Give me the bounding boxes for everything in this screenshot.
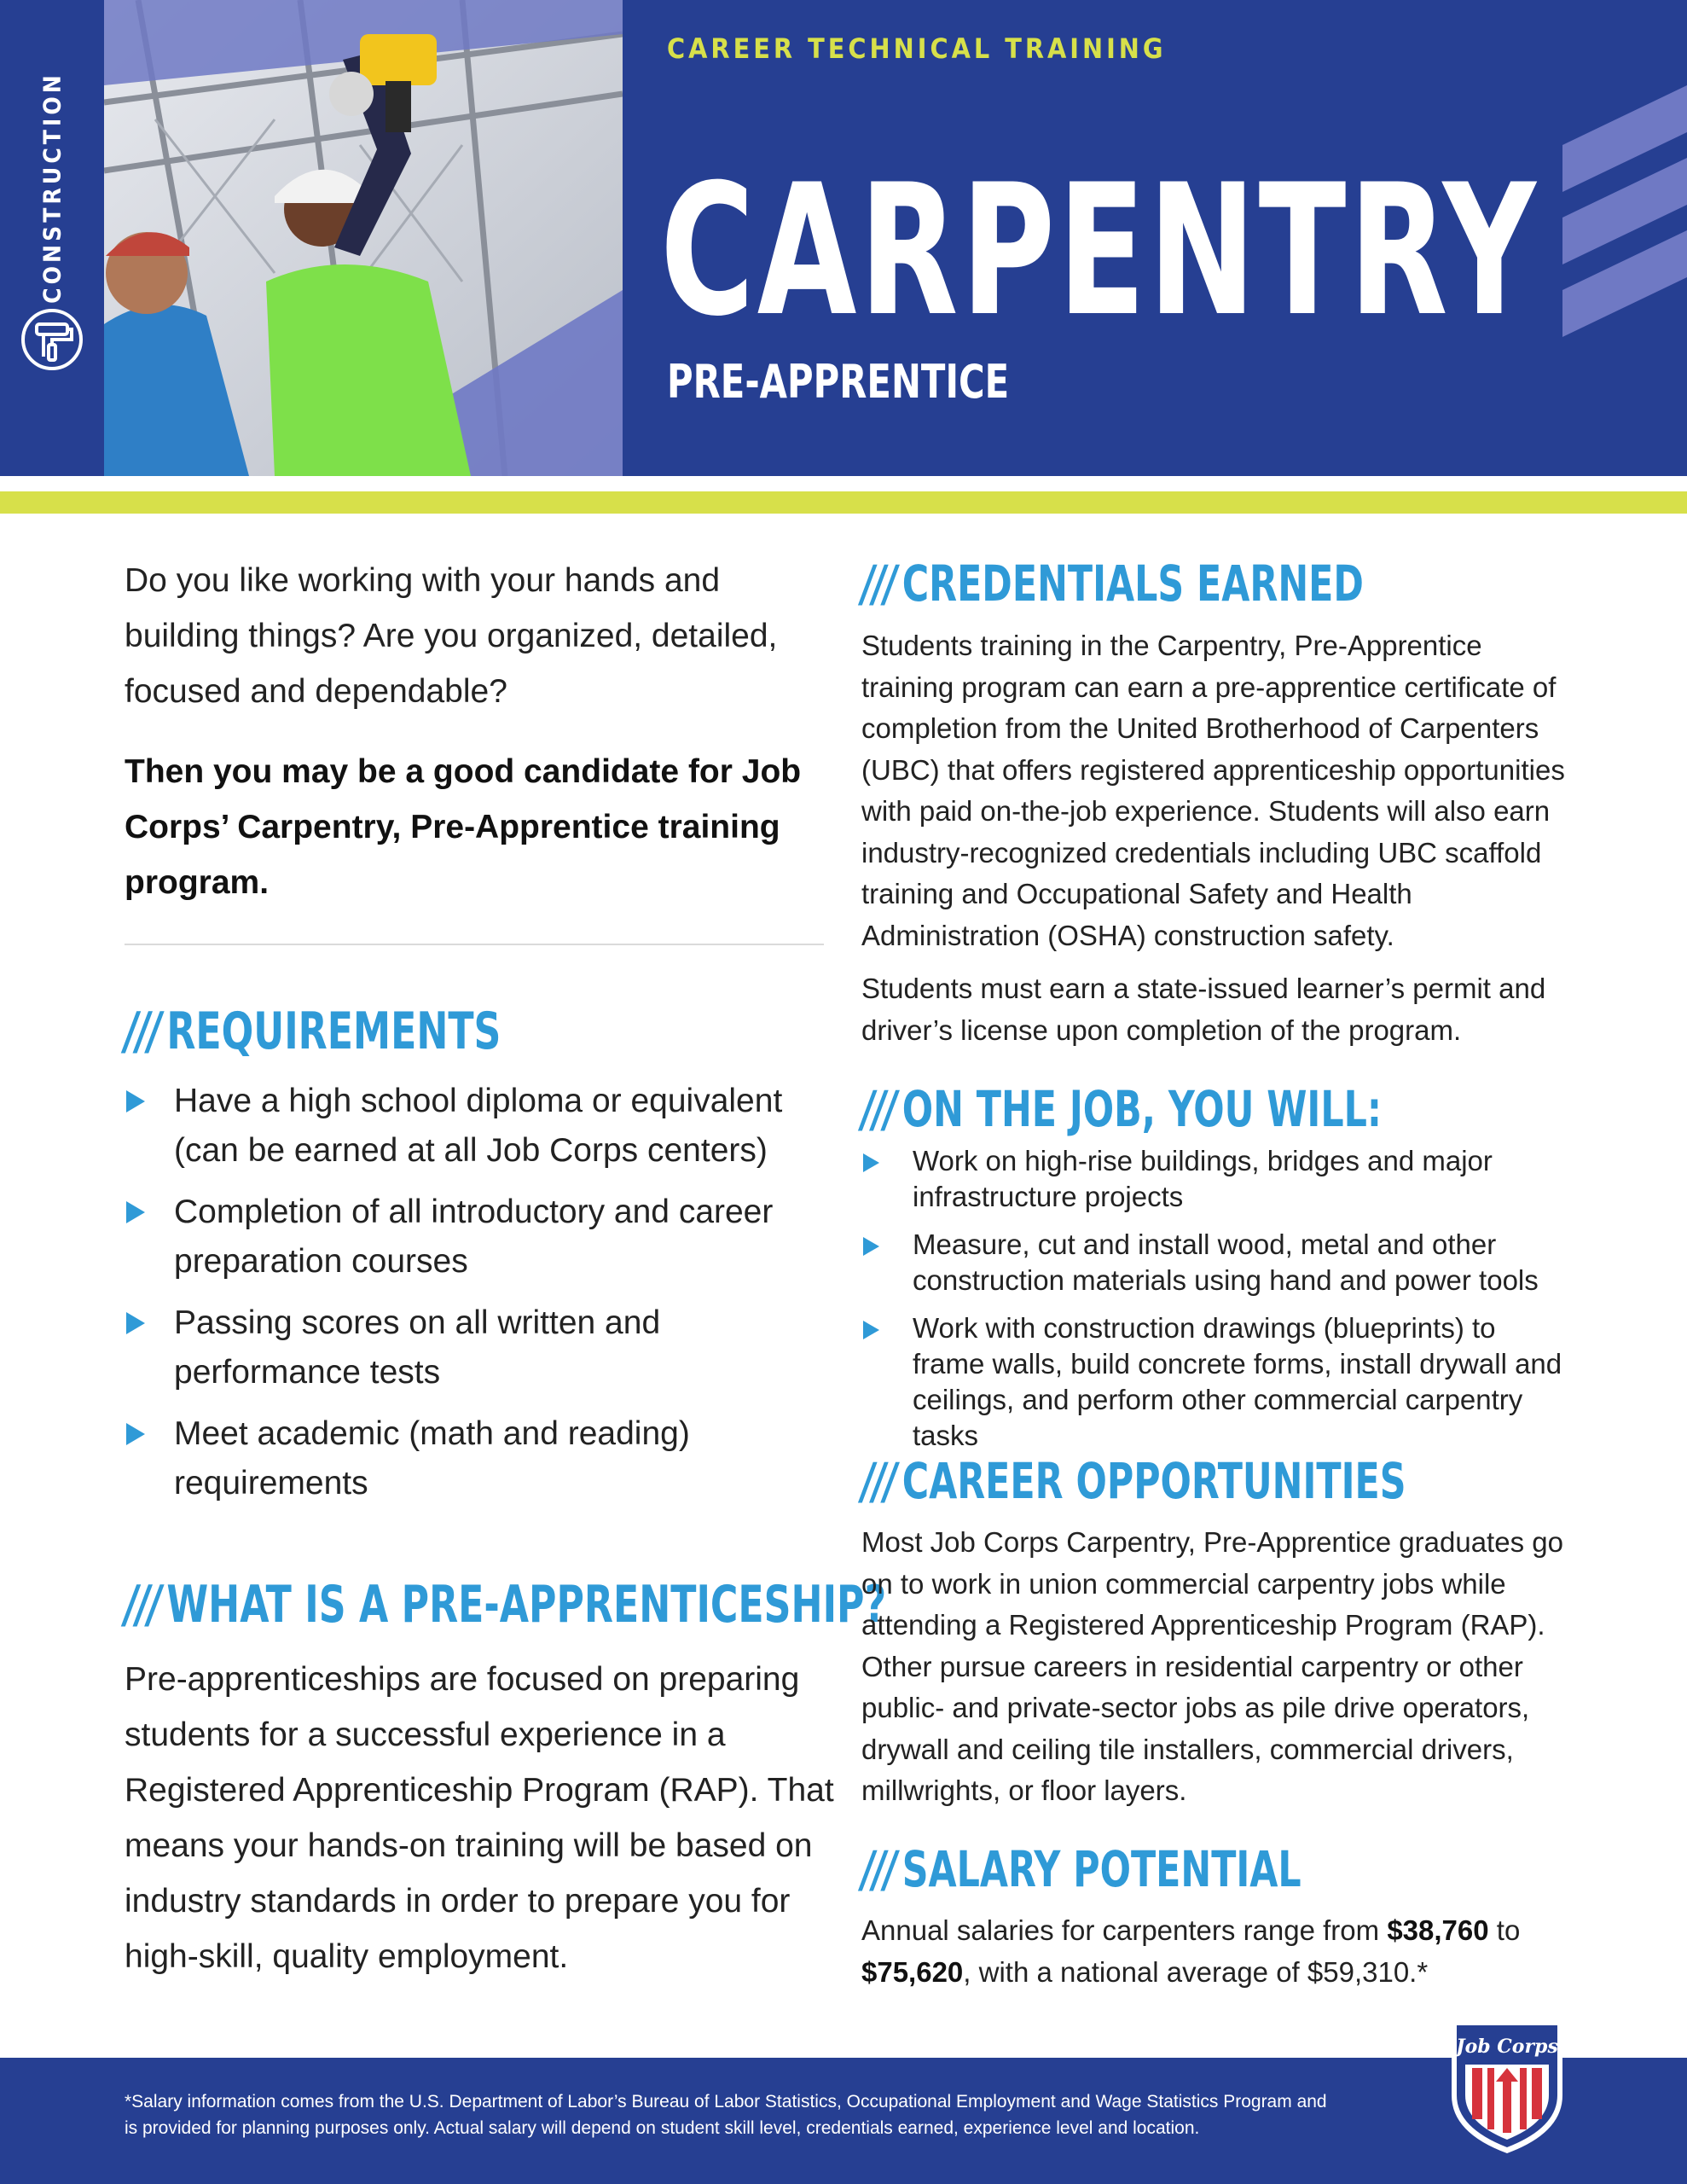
bullet-arrow-icon: [126, 1201, 145, 1223]
requirements-list: [125, 1077, 841, 1520]
on-the-job-heading: [861, 1080, 1382, 1138]
heading-slashes: ///: [861, 555, 896, 613]
heading-slashes: ///: [861, 1840, 896, 1898]
career-heading: [861, 1452, 1406, 1510]
list-item-text: Have a high school diploma or equivalent (can be earned at all Job Corps centers): [174, 1083, 783, 1169]
paint-roller-icon: [18, 305, 86, 374]
job-corps-logo: [1446, 2017, 1568, 2157]
program-kicker: CAREER TECHNICAL TRAINING: [667, 32, 1167, 65]
heading-text: SALARY POTENTIAL: [901, 1840, 1301, 1898]
salary-to: to: [1496, 1914, 1521, 1946]
heading-text: REQUIREMENTS: [166, 1002, 501, 1061]
requirements-heading: [125, 1002, 501, 1061]
bullet-arrow-icon: [126, 1423, 145, 1445]
list-item-text: Work with construction drawings (blueprints) to frame walls, build concrete forms, install drywall and ceilings, and perform other commercial carpentry tasks: [913, 1312, 1562, 1451]
salary-prefix: Annual salaries for carpenters range from: [861, 1914, 1380, 1946]
list-item: [125, 1077, 841, 1176]
workers-photo: [104, 0, 623, 476]
on-the-job-list: [861, 1143, 1569, 1466]
heading-text: ON THE JOB, YOU WILL:: [901, 1080, 1382, 1138]
category-strip: [0, 0, 104, 476]
decorative-stripes: [1554, 85, 1687, 341]
salary-suffix: , with a national average of $59,310.*: [963, 1955, 1429, 1988]
page-subtitle: PRE-APPRENTICE: [667, 355, 1010, 409]
list-item: [125, 1188, 841, 1287]
credentials-heading: [861, 555, 1364, 613]
credentials-body: Students training in the Carpentry, Pre-Apprentice training program can earn a pre-apprentice certificate of completion from the United Brotherhood of Carpenters (UBC) that offers registered apprenticeship opportunities with paid on-the-job experience. Students will also earn industry-recognized credentials including UBC scaffold training and Occupational Safety and Health Administration (OSHA) construction safety.: [861, 630, 1565, 951]
footer-band: [0, 2058, 1687, 2184]
bullet-arrow-icon: [126, 1090, 145, 1112]
salary-footnote: *Salary information comes from the U.S. Department of Labor’s Bureau of Labor Statistics, Occupational Employment and Wage Statistics Program and is provided for planning purposes only. Actual salary will depend on student skill level, credentials earned, experience level and location.: [125, 2092, 1327, 2138]
list-item-text: Measure, cut and install wood, metal and other construction materials using hand and power tools: [913, 1228, 1539, 1296]
bullet-arrow-icon: [863, 1153, 879, 1172]
heading-slashes: ///: [125, 1002, 160, 1061]
bullet-arrow-icon: [863, 1321, 879, 1339]
bullet-arrow-icon: [126, 1312, 145, 1334]
list-item: [861, 1227, 1569, 1298]
pre-apprenticeship-heading: [125, 1575, 886, 1635]
heading-text: CAREER OPPORTUNITIES: [901, 1452, 1406, 1510]
accent-bar: [0, 491, 1687, 514]
intro-statement: Then you may be a good candidate for Job Corps’ Carpentry, Pre-Apprentice training program.: [125, 753, 802, 901]
list-item-text: Passing scores on all written and performance tests: [174, 1304, 661, 1391]
salary-high: $75,620: [861, 1955, 964, 1988]
list-item: [861, 1143, 1569, 1215]
bullet-arrow-icon: [863, 1237, 879, 1256]
list-item-text: Work on high-rise buildings, bridges and major infrastructure projects: [913, 1145, 1493, 1212]
career-body: Most Job Corps Carpentry, Pre-Apprentice graduates go on to work in union commercial carpentry jobs while attending a Registered Apprenticeship Program (RAP). Other pursue careers in residential carpentry or other public- and private-sector jobs as pile drive operators, drywall and ceiling tile installers, commercial drivers, millwrights, or floor layers.: [861, 1526, 1563, 1806]
heading-slashes: ///: [861, 1452, 896, 1510]
list-item: [125, 1409, 841, 1508]
list-item: [861, 1310, 1569, 1454]
pre-apprenticeship-body: Pre-apprenticeships are focused on preparing students for a successful experience in a Registered Apprenticeship Program (RAP). That means your hands-on training will be based on industry standards in order to prepare you for high-skill, quality employment.: [125, 1661, 834, 1975]
intro-question: Do you like working with your hands and building things? Are you organized, detailed, focused and dependable?: [125, 562, 778, 710]
heading-slashes: ///: [861, 1080, 896, 1138]
logo-text: Job Corps: [1456, 2036, 1558, 2058]
list-item-text: Meet academic (math and reading) requirements: [174, 1415, 690, 1502]
salary-body: [861, 1910, 1569, 1993]
heading-text: CREDENTIALS EARNED: [901, 555, 1364, 613]
heading-text: WHAT IS A PRE-APPRENTICESHIP?: [166, 1575, 887, 1635]
credentials-note: Students must earn a state-issued learner’s permit and driver’s license upon completion of the program.: [861, 973, 1546, 1046]
heading-slashes: ///: [125, 1575, 160, 1635]
category-label: CONSTRUCTION: [38, 72, 67, 304]
page-title: CARPENTRY: [660, 145, 1539, 356]
salary-low: $38,760: [1387, 1914, 1489, 1946]
list-item: [125, 1298, 841, 1397]
header-banner: [0, 0, 1687, 476]
list-item-text: Completion of all introductory and career preparation courses: [174, 1194, 774, 1280]
salary-heading: [861, 1840, 1301, 1898]
section-divider: [125, 944, 824, 945]
